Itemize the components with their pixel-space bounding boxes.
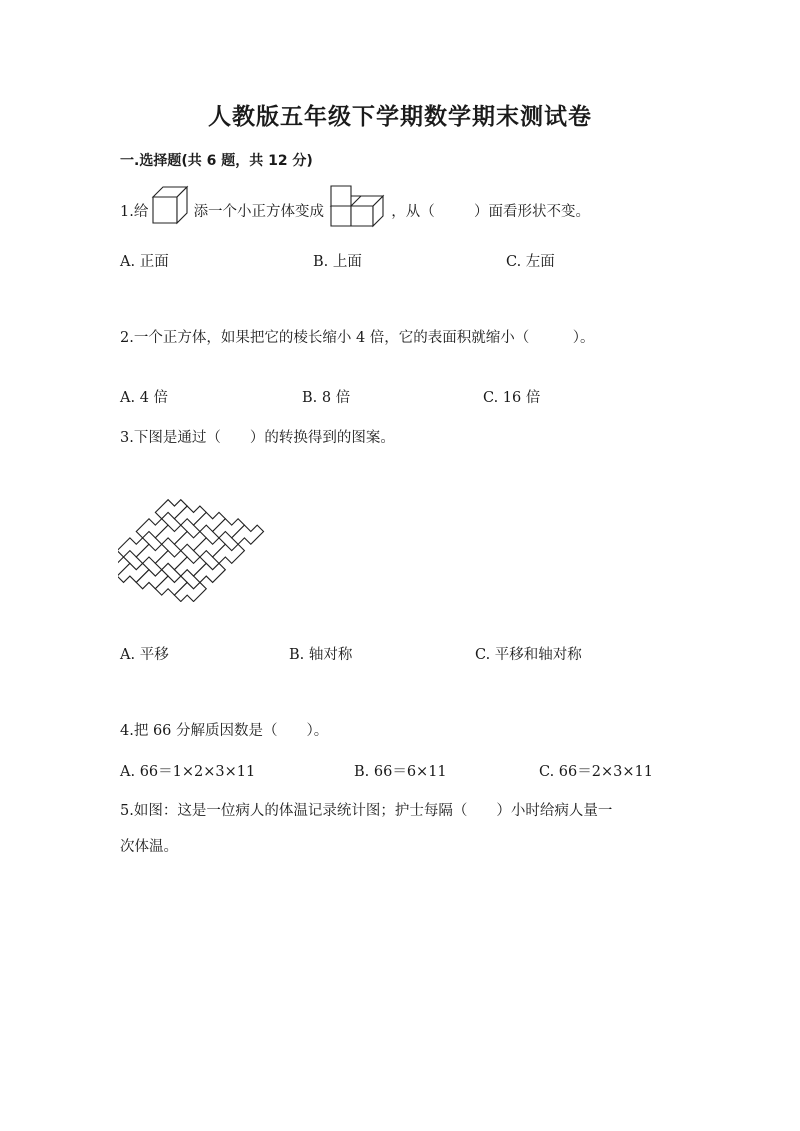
q1-part3: ，从（: [391, 203, 435, 220]
q1-option-a[interactable]: A. 正面: [120, 254, 169, 270]
q4-option-a[interactable]: A. 66＝1×2×3×11: [120, 764, 256, 780]
q1-part2: 添一个小正方体变成: [193, 203, 325, 220]
q4-option-b[interactable]: B. 66＝6×11: [354, 764, 447, 780]
q2-option-a[interactable]: A. 4 倍: [120, 390, 169, 406]
q1-option-b[interactable]: B. 上面: [313, 254, 362, 270]
double-cube-figure: [329, 184, 387, 228]
single-cube-figure: [151, 185, 189, 225]
page-title: 人教版五年级下学期数学期末测试卷: [208, 104, 592, 130]
pattern-group: [118, 478, 264, 602]
section-heading: 一.选择题(共 6 题，共 12 分): [120, 153, 313, 169]
q3-option-b[interactable]: B. 轴对称: [289, 647, 353, 663]
q4-option-c[interactable]: C. 66＝2×3×11: [539, 764, 653, 780]
q1-part1: 1.给: [120, 203, 149, 220]
q3-option-a[interactable]: A. 平移: [120, 647, 169, 663]
q3-option-c[interactable]: C. 平移和轴对称: [475, 647, 582, 663]
question-4: 4.把 66 分解质因数是（ ）。: [120, 723, 329, 739]
q2-option-c[interactable]: C. 16 倍: [483, 390, 541, 406]
q2-option-b[interactable]: B. 8 倍: [302, 390, 351, 406]
question-5-line-2: 次体温。: [120, 839, 178, 855]
q1-part4: ）面看形状不变。: [474, 203, 590, 220]
question-2: 2.一个正方体，如果把它的棱长缩小 4 倍，它的表面积就缩小（ ）。: [120, 330, 595, 346]
question-3: 3.下图是通过（ ）的转换得到的图案。: [120, 430, 395, 446]
q1-option-c[interactable]: C. 左面: [506, 254, 555, 270]
question-1: [120, 186, 590, 230]
question-5-line-1: 5.如图：这是一位病人的体温记录统计图；护士每隔（ ）小时给病人量一: [120, 803, 613, 819]
tessellation-pattern-figure: [118, 478, 268, 602]
